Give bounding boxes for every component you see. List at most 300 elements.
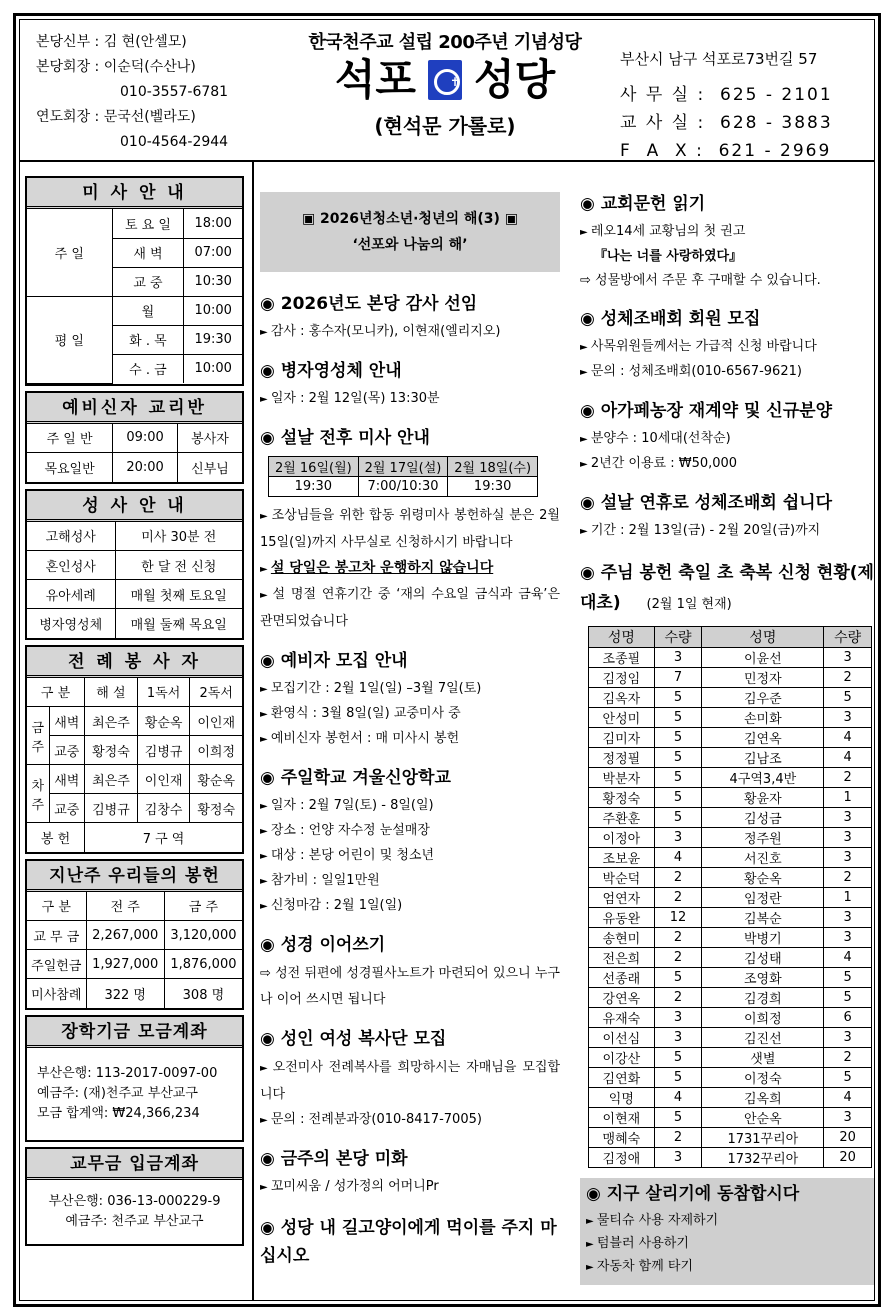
cell: 김경희: [702, 988, 824, 1008]
cell: 2: [654, 888, 702, 908]
cell: 1731꾸리아: [702, 1128, 824, 1148]
cell: 2: [824, 668, 872, 688]
cell: 2월 16일(월): [269, 457, 359, 477]
cell: 맹혜숙: [589, 1128, 655, 1148]
cell: 2: [824, 768, 872, 788]
item: ► 자동차 함께 타기: [586, 1256, 868, 1279]
cell: 전은희: [589, 948, 655, 968]
cell: 3: [824, 828, 872, 848]
cell: 4: [824, 728, 872, 748]
cell: 5: [654, 1108, 702, 1128]
contact-info: [620, 48, 833, 165]
box-title: 장학기금 모금계좌: [27, 1017, 242, 1048]
cell: 봉사자: [178, 424, 242, 453]
cell: 화 . 목: [112, 325, 184, 354]
cell: 4: [824, 1088, 872, 1108]
cell: 정정필: [589, 748, 655, 768]
cell: 성명: [589, 627, 655, 648]
item: ⇨ 성물방에서 주문 후 구매할 수 있습니다.: [580, 269, 874, 293]
cell: 수 . 금: [112, 354, 184, 383]
cell: 2월 18일(수): [448, 457, 538, 477]
table-row: [589, 828, 872, 848]
box-title: 교무금 입금계좌: [27, 1149, 242, 1180]
cell: 유아세례: [27, 580, 115, 609]
cell: 7 구 역: [85, 823, 242, 852]
cell: 5: [654, 788, 702, 808]
cell: 황정숙: [85, 736, 138, 765]
table-row: [589, 908, 872, 928]
cell: 1,927,000: [86, 950, 164, 979]
cell: 이선심: [589, 1028, 655, 1048]
item: ► 일자 : 2월 12일(목) 13:30분: [260, 387, 560, 412]
cell: 3: [824, 708, 872, 728]
account-line: 부산은행: 036-13-000229-9: [48, 1193, 221, 1209]
cell: 5: [654, 708, 702, 728]
candle-table: [588, 626, 872, 1168]
item: ► 레오14세 교황님의 첫 권고: [580, 220, 874, 245]
cell: 교중: [49, 794, 85, 823]
cell: 4: [654, 848, 702, 868]
staff-info: [36, 30, 228, 155]
cell: 새벽: [49, 707, 85, 736]
column-divider: [252, 162, 254, 1300]
section-farm: [580, 399, 874, 477]
item: ► 사목위원들께서는 가급적 신청 바랍니다: [580, 335, 874, 360]
cell: 이강산: [589, 1048, 655, 1068]
cell: 3: [654, 1008, 702, 1028]
cell: 김병규: [85, 794, 138, 823]
cell: 이현재: [589, 1108, 655, 1128]
cell: 3: [654, 1148, 702, 1168]
item: ► 오전미사 전례복사를 희망하시는 자매님을 모집합니다: [260, 1055, 560, 1108]
section-title: ◉ 주님 봉헌 축일 초 축복 신청 현황(제대초): [580, 563, 874, 613]
item: ► 분양수 : 10세대(선착순): [580, 427, 874, 452]
table-row: [589, 1008, 872, 1028]
item: ► 기간 : 2월 13일(금) - 2월 20일(금)까지: [580, 519, 874, 544]
section-title: ◉ 성인 여성 복사단 모집: [260, 1029, 447, 1049]
cell: 김옥자: [589, 688, 655, 708]
cell: 샛별: [702, 1048, 824, 1068]
cell: 새벽: [49, 765, 85, 794]
cell: 월: [112, 296, 184, 325]
cell: 이윤선: [702, 648, 824, 668]
cell: 12: [654, 908, 702, 928]
cell: 병자영성체: [27, 609, 115, 638]
cell: 3: [824, 928, 872, 948]
table-row: [589, 1108, 872, 1128]
scholarship-account: [25, 1015, 244, 1142]
cell: 매월 둘째 목요일: [115, 609, 242, 638]
section-title: ◉ 병자영성체 안내: [260, 361, 402, 381]
account-line: 모금 합계액: ₩24,366,234: [37, 1105, 200, 1121]
section-title: ◉ 지구 살리기에 동참합시다: [586, 1184, 800, 1204]
cell: 김미자: [589, 728, 655, 748]
cell: 2월 17일(설): [358, 457, 448, 477]
section-title: ◉ 설날 전후 미사 안내: [260, 428, 430, 448]
item: ► 참가비 : 일일1만원: [260, 869, 560, 894]
evangel-chair: 연도회장 : 문국선(벨라도): [36, 109, 196, 125]
cell: 1732꾸리아: [702, 1148, 824, 1168]
section-title: ◉ 2026년도 본당 감사 선임: [260, 294, 478, 314]
banner-line: ▣ 2026년청소년·청년의 해(3) ▣: [301, 211, 519, 227]
box-title: 지난주 우리들의 봉헌: [27, 861, 242, 892]
cell: 엄연자: [589, 888, 655, 908]
cell: 이정아: [589, 828, 655, 848]
cell: 송현미: [589, 928, 655, 948]
cell: 조보윤: [589, 848, 655, 868]
item: ⇨ 성전 뒤편에 성경필사노트가 마련되어 있으니 누구나 이어 쓰시면 됩니다: [260, 961, 560, 1013]
evangel-phone: 010-4564-2944: [120, 134, 229, 150]
mass-schedule: [25, 176, 244, 386]
cell: 교 무 금: [27, 921, 86, 950]
cell: 5: [654, 728, 702, 748]
table-row: [589, 1048, 872, 1068]
table-row: [589, 668, 872, 688]
cell: 안순옥: [702, 1108, 824, 1128]
cell: 교 중: [112, 267, 184, 296]
box-title: 전 례 봉 사 자: [27, 647, 242, 678]
item: ► 물티슈 사용 자제하기: [586, 1210, 868, 1233]
item: ► 신청마감 : 2월 1일(일): [260, 894, 560, 919]
cell: 민정자: [702, 668, 824, 688]
cell: 07:00: [184, 238, 242, 267]
cell: 고해성사: [27, 522, 115, 551]
cell: 황순옥: [190, 765, 242, 794]
account-line: 예금주: 천주교 부산교구: [65, 1213, 204, 1229]
cell: 이인재: [190, 707, 242, 736]
church-name-right: 성당: [474, 55, 556, 104]
cell: 3: [654, 1028, 702, 1048]
box-title: 미 사 안 내: [27, 178, 242, 209]
section-seollal: [260, 426, 560, 635]
table-row: [589, 988, 872, 1008]
cell: 선종래: [589, 968, 655, 988]
item: ► 문의 : 전례분과장(010-8417-7005): [260, 1108, 560, 1133]
account-line: 예금주: (재)천주교 부산교구: [37, 1085, 198, 1101]
cell: 황순옥: [702, 868, 824, 888]
cell: 6: [824, 1008, 872, 1028]
table-row: [589, 688, 872, 708]
cell: 김정애: [589, 1148, 655, 1168]
pastor: 본당신부 : 김 현(안셀모): [36, 34, 187, 50]
section-title: ◉ 주일학교 겨울신앙학교: [260, 768, 451, 788]
cell: 조영화: [702, 968, 824, 988]
as-of-date: (2월 1일 현재): [646, 597, 732, 612]
cell: 봉 헌: [27, 823, 85, 852]
section-candles: [580, 558, 874, 1168]
cell: 김복순: [702, 908, 824, 928]
cell: 미사참례: [27, 979, 86, 1008]
item: 『나는 너를 사랑하였다』: [594, 249, 743, 264]
cell: 10:00: [184, 354, 242, 383]
cell: 5: [654, 748, 702, 768]
cell: 2: [654, 868, 702, 888]
cell: 김연화: [589, 1068, 655, 1088]
cell: 미사 30분 전: [115, 522, 242, 551]
box-title: 예비신자 교리반: [27, 393, 242, 424]
cell: 성명: [702, 627, 824, 648]
cell: 이정숙: [702, 1068, 824, 1088]
cell: 수량: [654, 627, 702, 648]
table-row: [589, 768, 872, 788]
cell: 최은주: [85, 765, 138, 794]
table-row: [589, 748, 872, 768]
cell: 임정란: [702, 888, 824, 908]
table-row: [589, 1068, 872, 1088]
cell: 7:00/10:30: [358, 477, 448, 497]
section-winter-school: [260, 766, 560, 919]
table-row: [589, 928, 872, 948]
cell: 김정임: [589, 668, 655, 688]
cell: 구 분: [27, 892, 86, 921]
item: ► 문의 : 성체조배회(010-6567-9621): [580, 360, 874, 385]
section-title: ◉ 성체조배회 회원 모집: [580, 309, 761, 329]
patron-saint: (현석문 가롤로): [374, 114, 516, 138]
section-title: ◉ 성당 내 길고양이에게 먹이를 주지 마십시오: [260, 1218, 557, 1266]
cell: 322 명: [86, 979, 164, 1008]
cell: 구 분: [27, 678, 85, 707]
section-beautification: [260, 1147, 560, 1200]
cell: 5: [824, 1068, 872, 1088]
cell: 김연옥: [702, 728, 824, 748]
church-tax-account: [25, 1147, 244, 1246]
cell: 19:30: [269, 477, 359, 497]
cell: 7: [654, 668, 702, 688]
section-cats: [260, 1214, 560, 1270]
cell: 3: [654, 828, 702, 848]
cell: 새 벽: [112, 238, 184, 267]
cell: 익명: [589, 1088, 655, 1108]
cell: 황윤자: [702, 788, 824, 808]
table-row: [589, 848, 872, 868]
item: ► 조상님들을 위한 합동 위령미사 봉헌하실 분은 2월 15일(일)까지 사무실로 신청하시기 바랍니다: [260, 503, 560, 556]
bulletin-header: [20, 20, 874, 162]
cell: 1독서: [137, 678, 190, 707]
fax: F A X : 621 - 2969: [620, 141, 832, 161]
cell: 해 설: [85, 678, 138, 707]
cell: 수량: [824, 627, 872, 648]
cell: 안성미: [589, 708, 655, 728]
cell: 5: [654, 688, 702, 708]
section-title: ◉ 성경 이어쓰기: [260, 935, 386, 955]
cell: 최은주: [85, 707, 138, 736]
cell: 김남조: [702, 748, 824, 768]
box-title: 성 사 안 내: [27, 491, 242, 522]
church-logo-icon: [428, 60, 462, 100]
cell: 황순옥: [137, 707, 190, 736]
cell: 4구역3,4반: [702, 768, 824, 788]
account-line: 부산은행: 113-2017-0097-00: [37, 1065, 218, 1081]
cell: 박병기: [702, 928, 824, 948]
cell: 5: [654, 1048, 702, 1068]
cell: 혼인성사: [27, 551, 115, 580]
cell: 정주원: [702, 828, 824, 848]
table-row: [589, 1088, 872, 1108]
cell: 5: [824, 968, 872, 988]
chair-phone: 010-3557-6781: [120, 84, 229, 100]
cell: 2,267,000: [86, 921, 164, 950]
table-row: [589, 1028, 872, 1048]
cell: 3,120,000: [164, 921, 242, 950]
parish-chair: 본당회장 : 이순덕(수산나): [36, 59, 196, 75]
cell: 전 주: [86, 892, 164, 921]
cell: 3: [824, 1028, 872, 1048]
table-row: [589, 888, 872, 908]
cell: 20:00: [113, 453, 178, 482]
cell: 박순덕: [589, 868, 655, 888]
section-title: ◉ 교회문헌 읽기: [580, 194, 706, 214]
table-row: [589, 708, 872, 728]
cell: 김성태: [702, 948, 824, 968]
item: ► 환영식 : 3월 8일(일) 교중미사 중: [260, 702, 560, 727]
middle-column: [260, 192, 560, 1284]
weekly-offerings: [25, 859, 244, 1010]
cell: 김성금: [702, 808, 824, 828]
cell: 김진선: [702, 1028, 824, 1048]
cell: 3: [824, 648, 872, 668]
item: ► 모집기간 : 2월 1일(일) –3월 7일(토): [260, 677, 560, 702]
cell: 5: [654, 808, 702, 828]
table-row: [589, 788, 872, 808]
cell: 주 일 반: [27, 424, 113, 453]
bulletin-frame: [13, 13, 881, 1307]
cell: 3: [824, 1108, 872, 1128]
cell: 토 요 일: [112, 209, 184, 238]
cell: 308 명: [164, 979, 242, 1008]
cell: 20: [824, 1128, 872, 1148]
address: 부산시 남구 석포로73번길 57: [620, 50, 818, 68]
cell: 김창수: [137, 794, 190, 823]
cell: 10:30: [184, 267, 242, 296]
cell: 2: [654, 928, 702, 948]
cell: 평 일: [27, 296, 112, 383]
cell: 1,876,000: [164, 950, 242, 979]
cell: 2독서: [190, 678, 242, 707]
sacraments: [25, 489, 244, 640]
cell: 3: [824, 908, 872, 928]
section-title: ◉ 예비자 모집 안내: [260, 651, 408, 671]
cell: 한 달 전 신청: [115, 551, 242, 580]
cell: 금 주: [164, 892, 242, 921]
section-title: ◉ 설날 연휴로 성체조배회 쉽니다: [580, 493, 832, 513]
section-church-docs: [580, 192, 874, 293]
cell: 주일헌금: [27, 950, 86, 979]
cell: 이희정: [702, 1008, 824, 1028]
cell: 4: [654, 1088, 702, 1108]
cell: 조종필: [589, 648, 655, 668]
table-row: [589, 868, 872, 888]
catechumen-class: [25, 391, 244, 484]
earth-campaign: [580, 1178, 874, 1285]
seollal-table: [268, 456, 538, 497]
cell: 5: [824, 988, 872, 1008]
cell: 09:00: [113, 424, 178, 453]
section-altar-servers: [260, 1027, 560, 1133]
cell: 1: [824, 788, 872, 808]
phone-office: 사 무 실 : 625 - 2101: [620, 85, 833, 105]
table-row: [589, 948, 872, 968]
cell: 김우준: [702, 688, 824, 708]
cell: 3: [824, 848, 872, 868]
cell: 1: [824, 888, 872, 908]
theme-banner: [260, 192, 560, 272]
cell: 차주: [27, 765, 49, 823]
section-adoration: [580, 307, 874, 385]
cell: 황정숙: [190, 794, 242, 823]
cell: 박분자: [589, 768, 655, 788]
notice-bold: 설 당일은 봉고차 운행하지 않습니다: [270, 560, 494, 576]
liturgy-servers: [25, 645, 244, 854]
cell: 2: [824, 1048, 872, 1068]
cell: 5: [654, 968, 702, 988]
table-row: [589, 1148, 872, 1168]
table-row: [589, 728, 872, 748]
cell: 강연옥: [589, 988, 655, 1008]
cell: 19:30: [184, 325, 242, 354]
table-row: [589, 968, 872, 988]
cell: 3: [654, 648, 702, 668]
cell: 5: [654, 768, 702, 788]
cell: 김병규: [137, 736, 190, 765]
cell: 서진호: [702, 848, 824, 868]
item: ► 설 명절 연휴기간 중 ‘재의 수요일 금식과 금육’은 관면되었습니다: [260, 582, 560, 635]
item: ► 일자 : 2월 7일(토) - 8일(일): [260, 794, 560, 819]
item: ► 예비신자 봉헌서 : 매 미사시 봉헌: [260, 727, 560, 752]
left-column: [25, 176, 244, 1251]
cell: 황정숙: [589, 788, 655, 808]
cell: 3: [824, 808, 872, 828]
cell: 유동완: [589, 908, 655, 928]
cell: 18:00: [184, 209, 242, 238]
cell: 5: [824, 688, 872, 708]
cell: 2: [824, 868, 872, 888]
cell: 김옥희: [702, 1088, 824, 1108]
cell: 4: [824, 748, 872, 768]
item: ► 꼬미씨움 / 성가정의 어머니Pr: [260, 1175, 560, 1200]
section-title: ◉ 아가페농장 재계약 및 신규분양: [580, 401, 832, 421]
cell: 손미화: [702, 708, 824, 728]
section-audit: [260, 292, 560, 345]
table-row: [589, 808, 872, 828]
item: ► 2년간 이용료 : ₩50,000: [580, 452, 874, 477]
phone-school: 교 사 실 : 628 - 3883: [620, 113, 833, 133]
church-name-left: 석포: [334, 55, 416, 104]
item: ► 텀블러 사용하기: [586, 1233, 868, 1256]
cell: 유재숙: [589, 1008, 655, 1028]
cell: 2: [654, 948, 702, 968]
item: ► 감사 : 홍수자(모니카), 이현재(엘리지오): [260, 320, 560, 345]
cell: 신부님: [178, 453, 242, 482]
cell: 4: [824, 948, 872, 968]
item: ► 대상 : 본당 어린이 및 청소년: [260, 844, 560, 869]
cell: 20: [824, 1148, 872, 1168]
section-title: ◉ 금주의 본당 미화: [260, 1149, 408, 1169]
cell: 이인재: [137, 765, 190, 794]
right-column: [580, 192, 874, 1182]
cell: 이희정: [190, 736, 242, 765]
banner-line: ‘선포와 나눔의 해’: [352, 237, 468, 253]
church-title: [270, 28, 620, 139]
section-sick-communion: [260, 359, 560, 412]
section-bible: [260, 933, 560, 1013]
cell: 5: [654, 1068, 702, 1088]
cell: 주 일: [27, 209, 112, 296]
table-row: [589, 648, 872, 668]
section-rest: [580, 491, 874, 544]
item: ► 장소 : 언양 자수정 눈설매장: [260, 819, 560, 844]
cell: 금주: [27, 707, 49, 765]
cell: 2: [654, 988, 702, 1008]
